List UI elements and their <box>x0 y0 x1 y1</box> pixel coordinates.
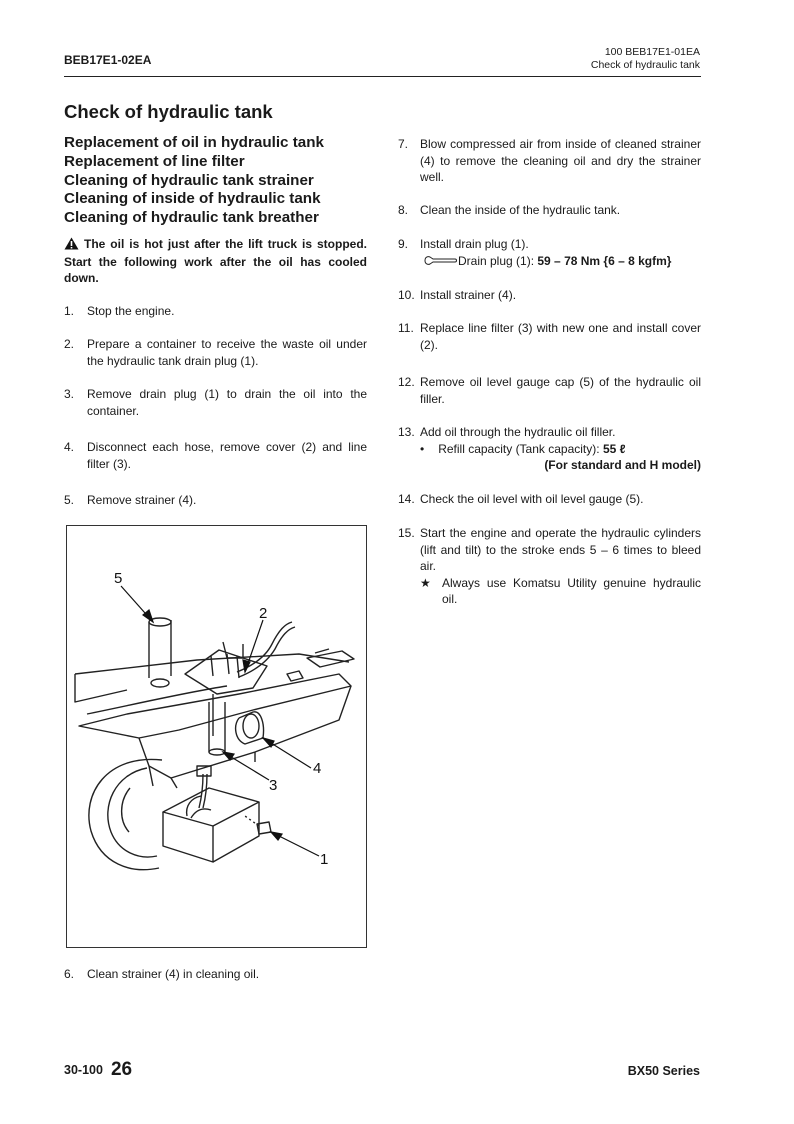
step-number: 9. <box>398 237 409 251</box>
step-item <box>64 966 367 983</box>
callout-label: 4 <box>313 760 322 777</box>
step-text: Replace line filter (3) with new one and install cover (2). <box>420 321 701 352</box>
header-reference-code: 100 BEB17E1-01EA <box>604 46 700 58</box>
step-text: Remove oil level gauge cap (5) of the hydraulic oil filler. <box>420 375 701 406</box>
footer-page-number: 26 <box>110 1059 133 1080</box>
step-text: Clean the inside of the hydraulic tank. <box>420 203 621 217</box>
subtitle: Cleaning of hydraulic tank breather <box>64 209 319 227</box>
step-number: 7. <box>398 137 409 151</box>
step-item <box>398 424 701 474</box>
refill-label: Refill capacity (Tank capacity): <box>438 441 603 456</box>
footer-series: BX50 Series <box>627 1064 700 1078</box>
subtitle: Cleaning of hydraulic tank strainer <box>64 171 314 189</box>
document-code: BEB17E1-02EA <box>64 53 152 67</box>
step-item <box>398 202 701 219</box>
footer-section: 30-100 <box>64 1063 103 1077</box>
step-text: Start the engine and operate the hydraulic cylinders (lift and tilt) to the stroke ends 5 – 6 times to bleed air. <box>420 526 701 573</box>
step-item <box>398 136 701 186</box>
subtitle-list <box>64 134 374 228</box>
star-note <box>398 575 701 608</box>
step-item <box>64 386 367 419</box>
footer-page-ref <box>64 1059 132 1081</box>
step-number: 12. <box>398 375 415 389</box>
callout-label: 2 <box>259 605 268 622</box>
torque-value: 59 – 78 Nm {6 – 8 kgfm} <box>537 253 672 268</box>
step-item <box>64 439 367 472</box>
step-item <box>64 303 367 320</box>
step-item <box>398 287 701 304</box>
step-item <box>64 336 367 369</box>
refill-capacity <box>398 441 701 458</box>
step-text: Clean strainer (4) in cleaning oil. <box>87 967 260 981</box>
bullet-glyph: • <box>420 441 425 456</box>
step-text: Remove drain plug (1) to drain the oil into the container. <box>87 387 367 418</box>
step-item <box>64 492 367 509</box>
header-reference <box>591 46 700 72</box>
star-note-text: Always use Komatsu Utility genuine hydraulic oil. <box>442 575 701 606</box>
step-number: 13. <box>398 425 415 439</box>
step-item <box>398 491 701 508</box>
subtitle: Replacement of oil in hydraulic tank <box>64 134 324 151</box>
step-number: 6. <box>64 967 75 981</box>
step-text: Add oil through the hydraulic oil filler. <box>420 425 616 439</box>
callout-label: 3 <box>269 777 278 794</box>
step-number: 8. <box>398 203 409 217</box>
step-item <box>398 525 701 608</box>
step-text: Install strainer (4). <box>420 288 517 302</box>
step-number: 5. <box>64 493 75 507</box>
header-divider <box>64 76 701 77</box>
step-text: Check the oil level with oil level gauge (5). <box>420 492 644 506</box>
step-text: Remove strainer (4). <box>87 493 197 507</box>
step-item <box>398 236 701 269</box>
warning-icon <box>64 237 79 254</box>
step-item <box>398 320 701 353</box>
step-number: 11. <box>398 321 414 335</box>
hydraulic-tank-figure <box>66 525 367 948</box>
step-number: 10. <box>398 288 415 302</box>
warning-block <box>64 236 367 286</box>
subtitle: Cleaning of inside of hydraulic tank <box>64 190 321 208</box>
step-number: 4. <box>64 440 75 454</box>
step-text: Disconnect each hose, remove cover (2) and line filter (3). <box>87 440 367 471</box>
callout-label: 5 <box>114 570 123 587</box>
torque-wrench-icon <box>424 254 458 271</box>
torque-spec <box>398 253 701 270</box>
step-number: 1. <box>64 304 75 318</box>
torque-label: Drain plug (1): <box>458 253 538 268</box>
step-text: Stop the engine. <box>87 304 175 318</box>
hydraulic-tank-drawing <box>67 526 366 947</box>
step-item <box>398 374 701 407</box>
refill-model-note: (For standard and H model) <box>544 458 701 472</box>
callout-label: 1 <box>320 851 329 868</box>
page-title: Check of hydraulic tank <box>64 101 273 122</box>
refill-value: 55 ℓ <box>602 441 626 456</box>
step-text: Prepare a container to receive the waste oil under the hydraulic tank drain plug (1). <box>87 337 367 368</box>
step-number: 3. <box>64 387 75 401</box>
step-number: 15. <box>398 526 415 540</box>
step-number: 2. <box>64 337 75 351</box>
step-text: Install drain plug (1). <box>420 237 529 251</box>
step-number: 14. <box>398 492 415 506</box>
subtitle: Replacement of line filter <box>64 152 245 170</box>
header-section-title: Check of hydraulic tank <box>590 59 700 71</box>
step-text: Blow compressed air from inside of cleaned strainer (4) to remove the cleaning oil and dry the strainer well. <box>420 137 701 184</box>
warning-text: The oil is hot just after the lift truck is stopped. Start the following work after the oil has cooled down. <box>64 237 367 285</box>
star-icon: ★ <box>420 575 431 590</box>
